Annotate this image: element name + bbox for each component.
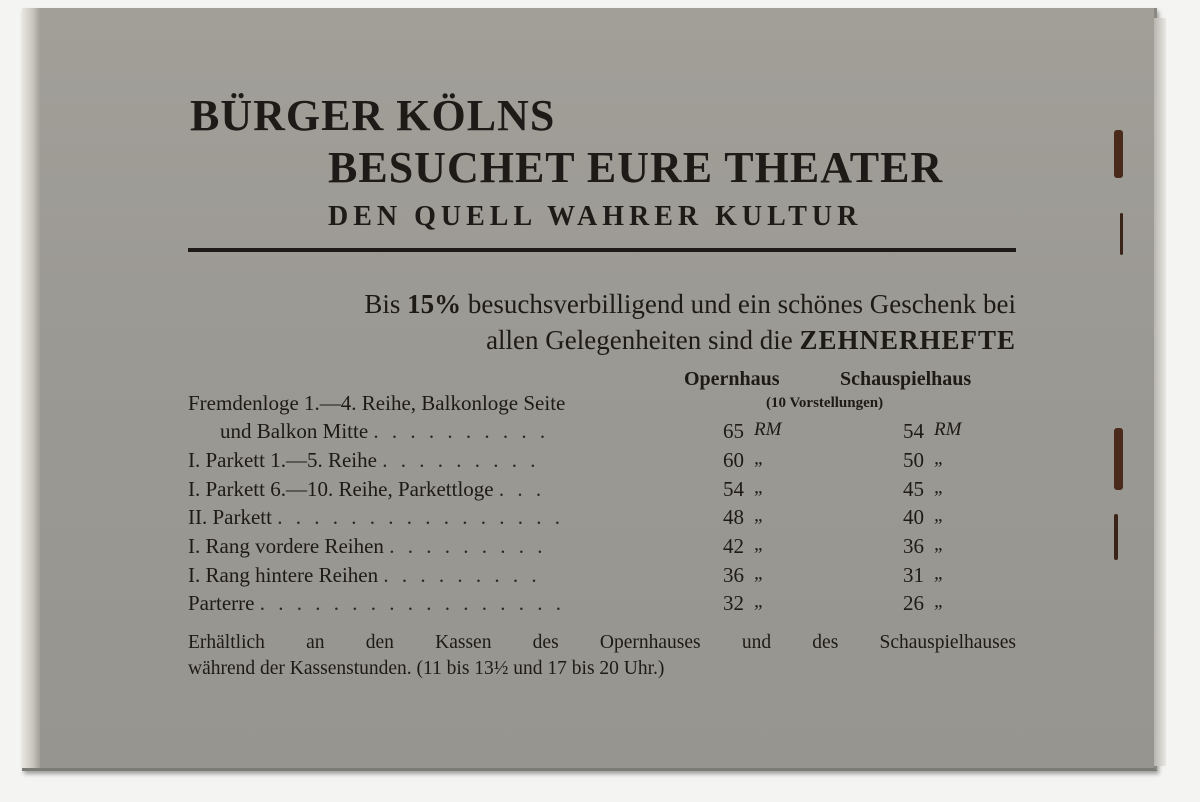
price-row [188,591,1018,619]
schauspielhaus-unit: „ [934,591,945,612]
heading-line-2: BESUCHET EURE THEATER [328,143,944,192]
intro-text [188,286,1016,358]
opernhaus-price: 32 [723,591,744,615]
row-label: I. Rang hintere Reihen [188,563,379,587]
schauspielhaus-price: 26 [903,591,924,615]
column-header-opernhaus: Opernhaus [684,368,780,390]
intro-line2-pre: allen Gelegenheiten sind die [486,325,800,355]
intro-zehnerhefte: ZEHNERHEFTE [799,325,1016,355]
row-dots: . . . . . . . . . . [373,419,550,443]
row-dots: . . . . . . . . . [383,563,541,587]
opernhaus-price: 65 [723,419,744,443]
schauspielhaus-price: 45 [903,477,924,501]
schauspielhaus-price: 40 [903,505,924,529]
opernhaus-unit: RM [754,419,782,440]
row-dots: . . . [498,477,546,501]
price-row [188,448,1018,476]
row-label: Parterre [188,591,255,615]
price-row [188,419,1018,447]
staple-bottom [1114,428,1123,490]
opernhaus-unit: „ [754,591,765,612]
row-label: I. Parkett 6.—10. Reihe, Parkettloge [188,477,494,501]
price-row [188,505,1018,533]
price-row [188,534,1018,562]
row-dots: . . . . . . . . . . . . . . . . . [259,591,565,615]
staple-top [1114,130,1123,178]
column-header-schauspielhaus: Schauspielhaus [840,368,972,390]
row-dots: . . . . . . . . . [389,534,547,558]
intro-pre: Bis [364,289,408,319]
heading-line-3: DEN QUELL WAHRER KULTUR [328,201,863,232]
schauspielhaus-price: 31 [903,563,924,587]
footer-line-1: Erhältlich an den Kassen des Opernhauses und des Schauspielhauses [188,632,1016,653]
opernhaus-unit: „ [754,477,765,498]
row-label: und Balkon Mitte [220,419,369,443]
schauspielhaus-price: 36 [903,534,924,558]
opernhaus-price: 36 [723,563,744,587]
row-label: I. Parkett 1.—5. Reihe [188,448,377,472]
opernhaus-price: 48 [723,505,744,529]
opernhaus-unit: „ [754,534,765,555]
page-edge [1154,18,1166,766]
opernhaus-unit: „ [754,448,765,469]
price-row [188,563,1018,591]
row-dots: . . . . . . . . . [382,448,540,472]
intro-line1-rest: besuchsverbilligend und ein schönes Geschenk bei [461,289,1016,319]
heading-line-1: BÜRGER KÖLNS [190,91,556,140]
opernhaus-price: 42 [723,534,744,558]
schauspielhaus-unit: „ [934,563,945,584]
intro-percent: 15% [407,289,462,319]
price-row [188,477,1018,505]
schauspielhaus-unit: „ [934,448,945,469]
row-dots: . . . . . . . . . . . . . . . . [277,505,564,529]
schauspielhaus-unit: „ [934,477,945,498]
column-note: (10 Vorstellungen) [766,395,884,411]
schauspielhaus-unit: „ [934,534,945,555]
opernhaus-unit: „ [754,505,765,526]
booklet-page [22,8,1157,771]
heading-rule [188,248,1016,252]
schauspielhaus-unit: RM [934,419,962,440]
footer-line-2: während der Kassenstunden. (11 bis 13½ und 17 bis 20 Uhr.) [188,658,665,679]
price-row [188,391,1018,419]
schauspielhaus-unit: „ [934,505,945,526]
schauspielhaus-price: 54 [903,419,924,443]
staple-top-wire [1120,213,1123,255]
schauspielhaus-price: 50 [903,448,924,472]
row-label: I. Rang vordere Reihen [188,534,384,558]
opernhaus-price: 60 [723,448,744,472]
opernhaus-price: 54 [723,477,744,501]
row-label: II. Parkett [188,505,272,529]
row-label: Fremdenloge 1.—4. Reihe, Balkonloge Seite [188,391,566,415]
opernhaus-unit: „ [754,563,765,584]
staple-bottom-wire [1114,514,1118,560]
footer-note [188,630,1016,682]
